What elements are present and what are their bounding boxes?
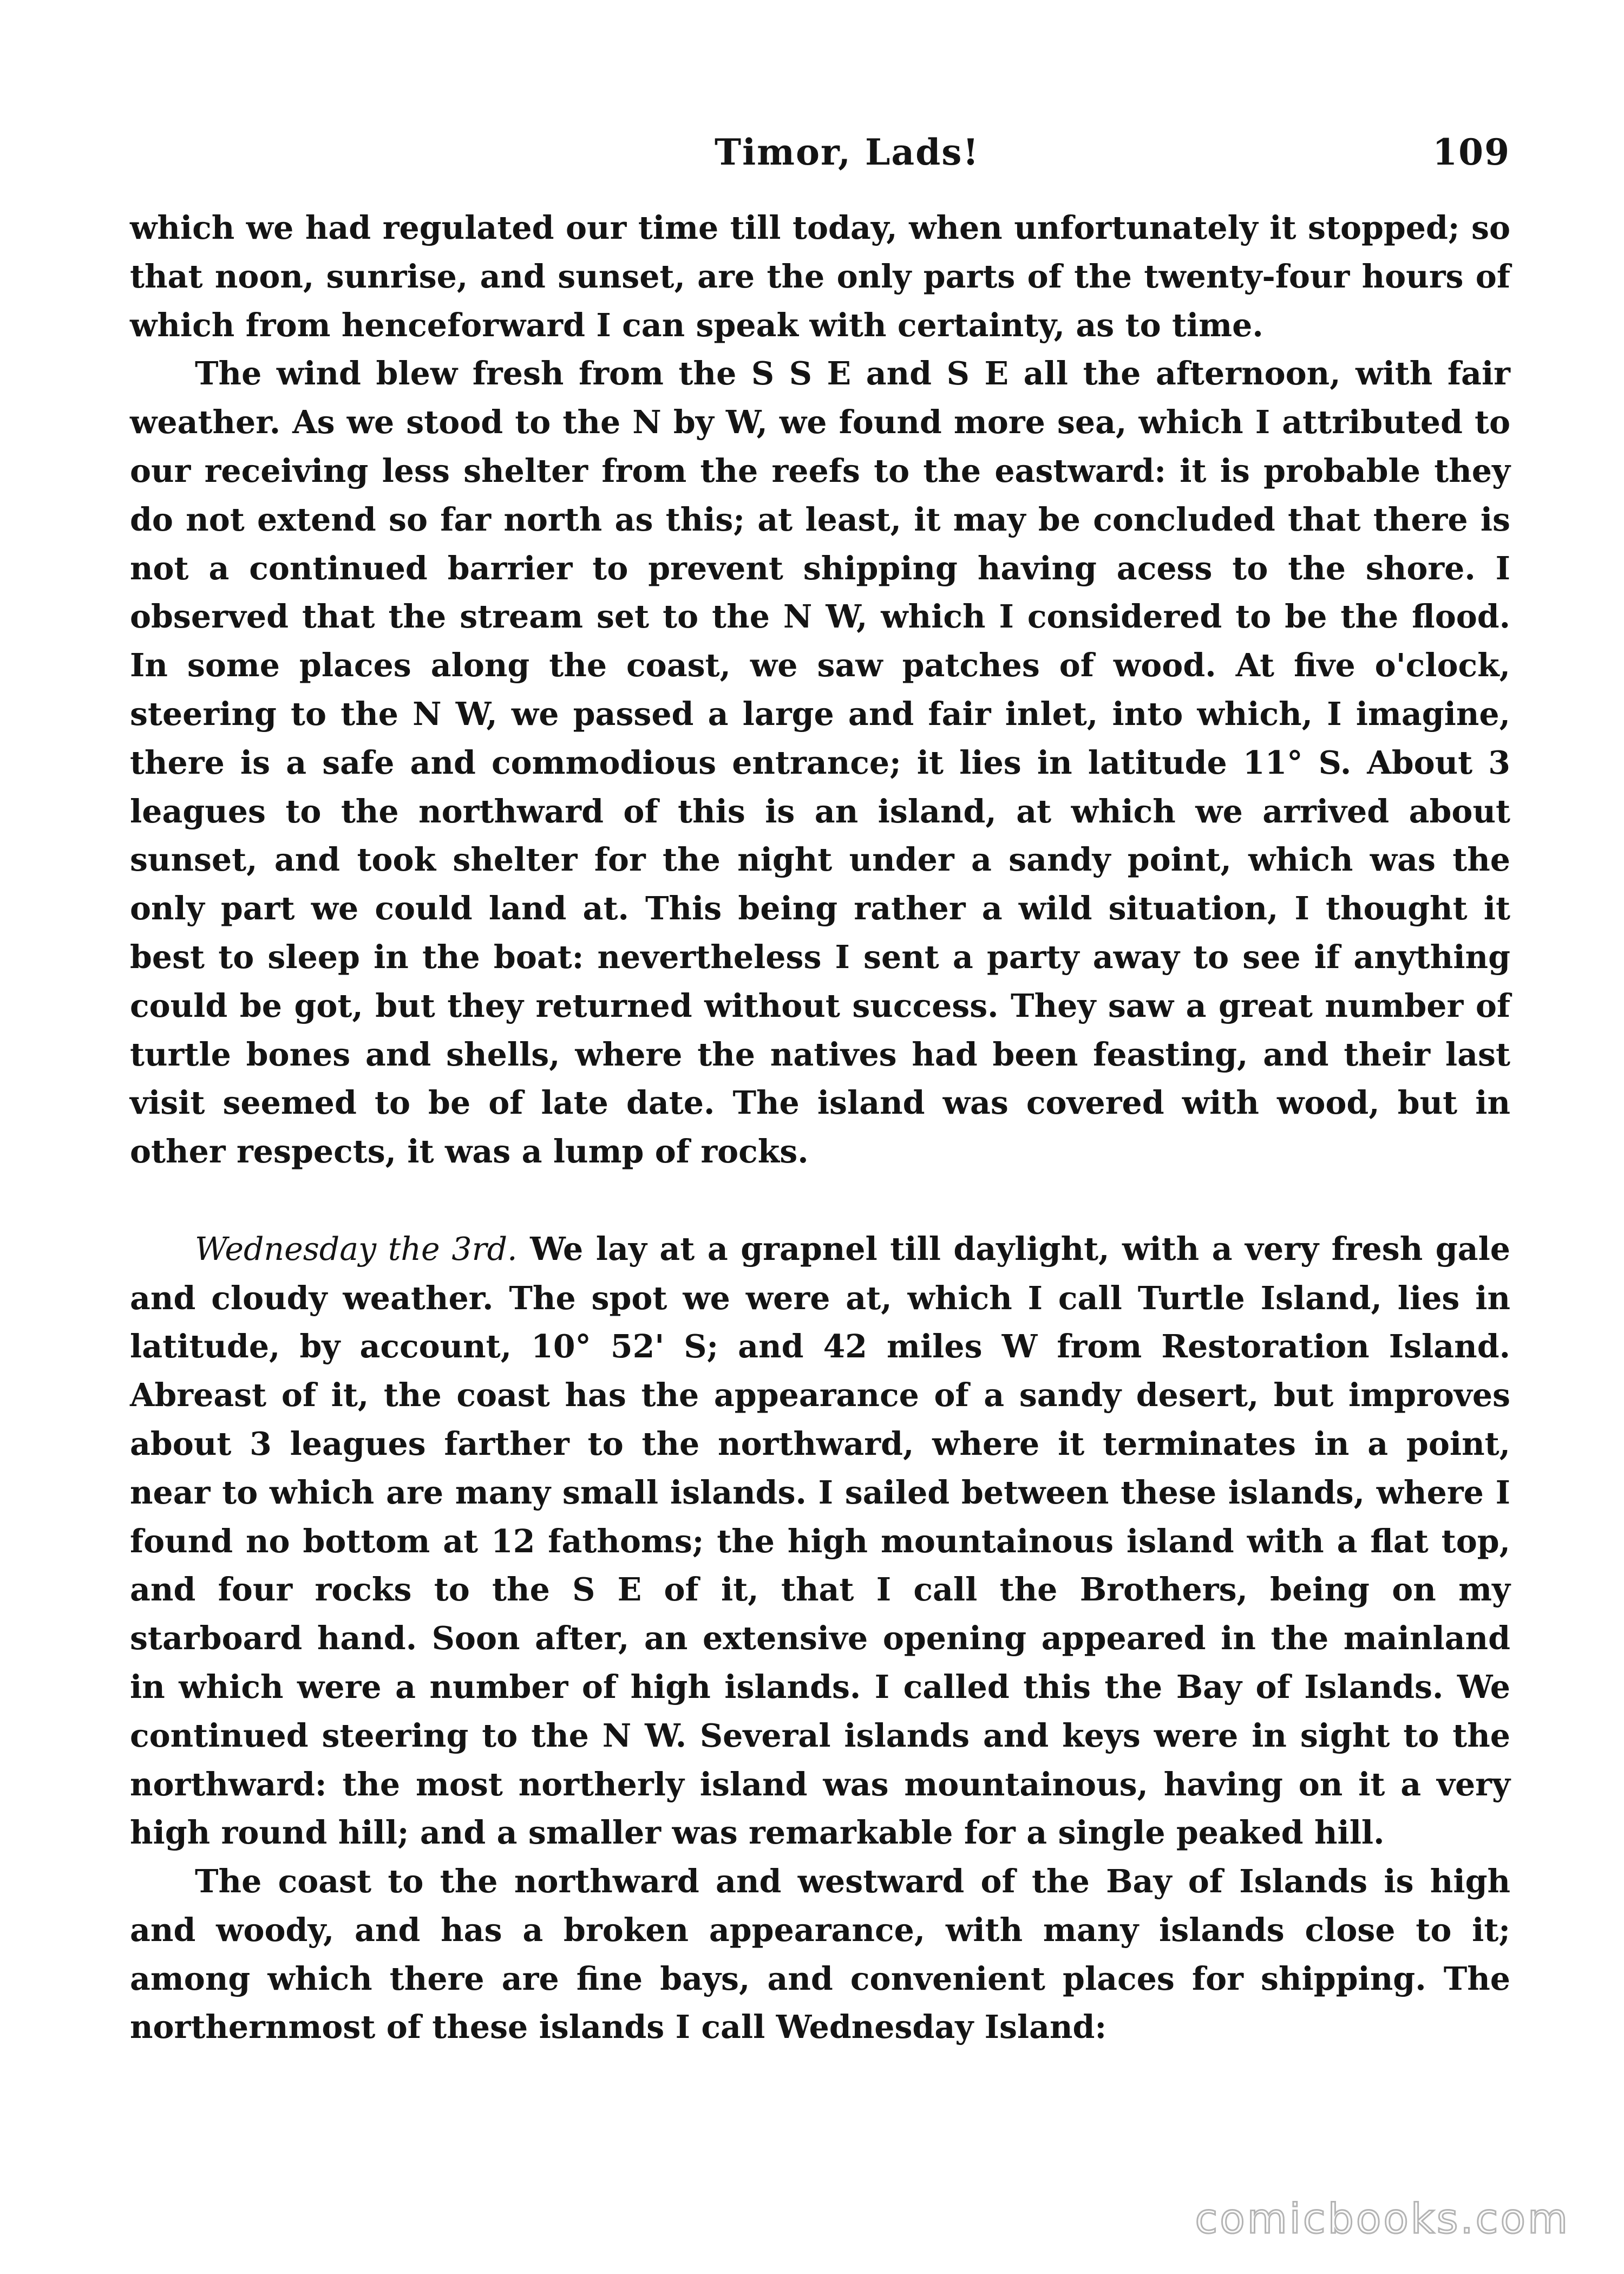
page-number: 109 xyxy=(1432,131,1510,173)
paragraph: The coast to the northward and westward of the Bay of Islands is high and woody, and has a broken appearance, with many islands close to it; among which there are fine bays, and convenient places for shipping. The northernmost of these islands I call Wednesday Island: xyxy=(130,1863,1510,2046)
body-text xyxy=(130,204,1510,2051)
journal-entry-paragraph xyxy=(130,1225,1510,1857)
running-title: Timor, Lads! xyxy=(715,131,980,173)
paragraph: The wind blew fresh from the S S E and S E all the afternoon, with fair weather. As we stood to the N by W, we found more sea, which I attributed to our receiving less shelter from the reefs to the eastward: it is probable they do not extend so far north as this; at least, it may be concluded that there is not a continued barrier to prevent shipping having acess to the shore. I observed that the stream set to the N W, which I considered to be the flood. In some places along the coast, we saw patches of wood. At five o'clock, steering to the N W, we passed a large and fair inlet, into which, I imagine, there is a safe and commodious entrance; it lies in latitude 11° S. About 3 leagues to the northward of this is an island, at which we arrived about sunset, and took shelter for the night under a sandy point, which was the only part we could land at. This being rather a wild situation, I thought it best to sleep in the boat: nevertheless I sent a party away to see if anything could be got, but they returned without success. They saw a great number of turtle bones and shells, where the natives had been feasting, and their last visit seemed to be of late date. The island was covered with wood, but in other respects, it was a lump of rocks. xyxy=(130,355,1510,1171)
watermark: comicbooks.com xyxy=(1195,2194,1570,2243)
page-header xyxy=(130,125,1510,184)
entry-date: Wednesday the 3rd. xyxy=(195,1230,518,1267)
entry-text: We lay at a grapnel till daylight, with a very fresh gale and cloudy weather. The spot we were at, which I call Turtle Island, lies in latitude, by account, 10° 52' S; and 42 miles W from Restoration Island. Abreast of it, the coast has the appearance of a sandy desert, but improves about 3 leagues farther to the northward, where it terminates in a point, near to which are many small islands. I sailed between these islands, where I found no bottom at 12 fathoms; the high mountainous island with a flat top, and four rocks to the S E of it, that I call the Brothers, being on my starboard hand. Soon after, an extensive opening appeared in the mainland in which were a number of high islands. I called this the Bay of Islands. We continued steering to the N W. Several islands and keys were in sight to the northward: the most northerly island was mountainous, having on it a very high round hill; and a smaller was remarkable for a single peaked hill. xyxy=(130,1230,1511,1852)
paragraph: which we had regulated our time till today, when unfortunately it stopped; so that noon, sunrise, and sunset, are the only parts of the twenty-four hours of which from henceforward I can speak with certainty, as to time. xyxy=(130,209,1510,344)
